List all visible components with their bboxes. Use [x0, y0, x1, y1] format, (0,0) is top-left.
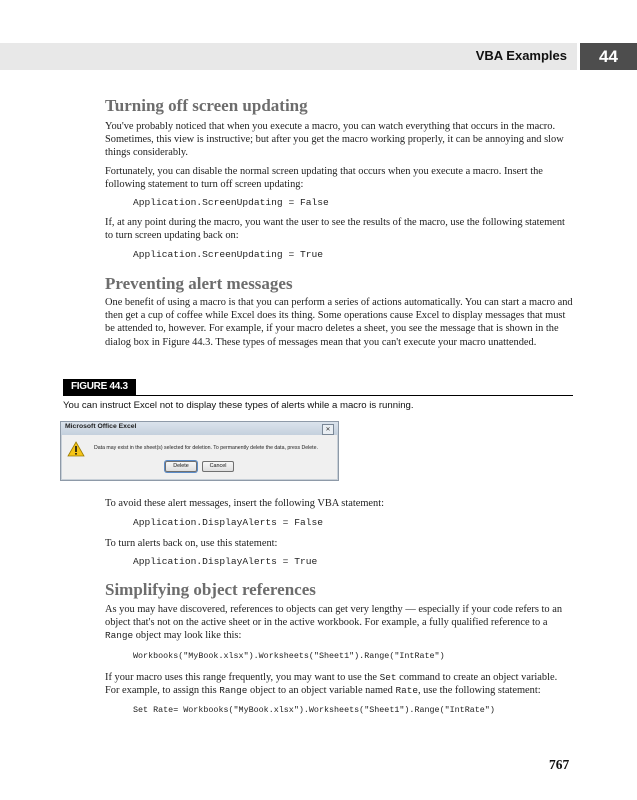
delete-button[interactable]: Delete: [165, 461, 197, 472]
paragraph: [105, 671, 573, 697]
text-run: If your macro uses this range frequently, you may want to use the: [105, 672, 380, 683]
warning-icon: [67, 441, 85, 457]
dialog-message: Data may exist in the sheet(s) selected for deletion. To permanently delete the data, press Delete.: [94, 445, 318, 451]
text-run: , use the following statement:: [417, 685, 541, 697]
paragraph: If, at any point during the macro, you want the user to see the results of the macro, use the following statement to turn screen updating back on:: [105, 217, 565, 242]
page-number: 767: [549, 757, 570, 772]
code-line: Application.ScreenUpdating = False: [133, 197, 329, 208]
cancel-button[interactable]: Cancel: [202, 461, 234, 472]
figure-caption: You can instruct Excel not to display these types of alerts while a macro is running.: [63, 400, 414, 411]
inline-code: Range: [219, 685, 248, 697]
text-run: object to an object variable named: [247, 685, 396, 697]
close-icon[interactable]: ✕: [322, 424, 334, 435]
alert-dialog-screenshot: [60, 421, 339, 481]
text-run: command to create an object variable. For example, to assign this: [105, 672, 558, 697]
paragraph: To avoid these alert messages, insert the following VBA statement:: [105, 498, 384, 509]
running-header-title: VBA Examples: [475, 48, 567, 63]
paragraph: To turn alerts back on, use this statement:: [105, 538, 278, 549]
text-run: As you may have discovered, references to objects can get very lengthy — especially if your code refers to an object that's not on the active sheet or in the active workbook. For example, a fully qualified reference to a: [105, 604, 563, 629]
paragraph: You've probably noticed that when you execute a macro, you can watch everything that occurs in the macro. Sometimes, this view is instructive; but after you get the macro working properly, it can be annoying and slow things considerably.: [105, 121, 564, 159]
inline-code: Rate: [395, 685, 418, 697]
paragraph: [105, 603, 573, 643]
paragraph: Fortunately, you can disable the normal screen updating that occurs when you execute a macro. Insert the following statement to turn off screen updating:: [105, 166, 543, 191]
code-line: Application.ScreenUpdating = True: [133, 249, 323, 260]
code-line: Application.DisplayAlerts = False: [133, 517, 323, 528]
text-run: object may look like this:: [133, 630, 242, 642]
section-heading-object-references: Simplifying object references: [105, 580, 316, 599]
dialog-title: Microsoft Office Excel: [65, 423, 137, 430]
chapter-number-tab: 44: [580, 43, 637, 70]
code-line: Set Rate= Workbooks("MyBook.xlsx").Worksheets("Sheet1").Range("IntRate"): [133, 705, 495, 715]
inline-code: Set: [379, 672, 397, 683]
paragraph: One benefit of using a macro is that you can perform a series of actions automatically. You can start a macro and then get a cup of coffee while Excel does its thing. Some operations cause Excel to display messages that must be attended to, however. For example, if your macro deletes a sheet, you see the message that is shown in the dialog box in Figure 44.3. These types of messages mean that you can't execute your macro unattended.: [105, 297, 573, 348]
section-heading-alert-messages: Preventing alert messages: [105, 274, 293, 293]
dialog-title-bar: [61, 422, 338, 435]
code-line: Workbooks("MyBook.xlsx").Worksheets("Sheet1").Range("IntRate"): [133, 651, 445, 661]
section-heading-screen-updating: Turning off screen updating: [105, 96, 308, 115]
figure-label: FIGURE 44.3: [63, 379, 136, 395]
figure-bar: [63, 379, 573, 396]
inline-code: Range: [105, 630, 134, 642]
code-line: Application.DisplayAlerts = True: [133, 556, 318, 567]
